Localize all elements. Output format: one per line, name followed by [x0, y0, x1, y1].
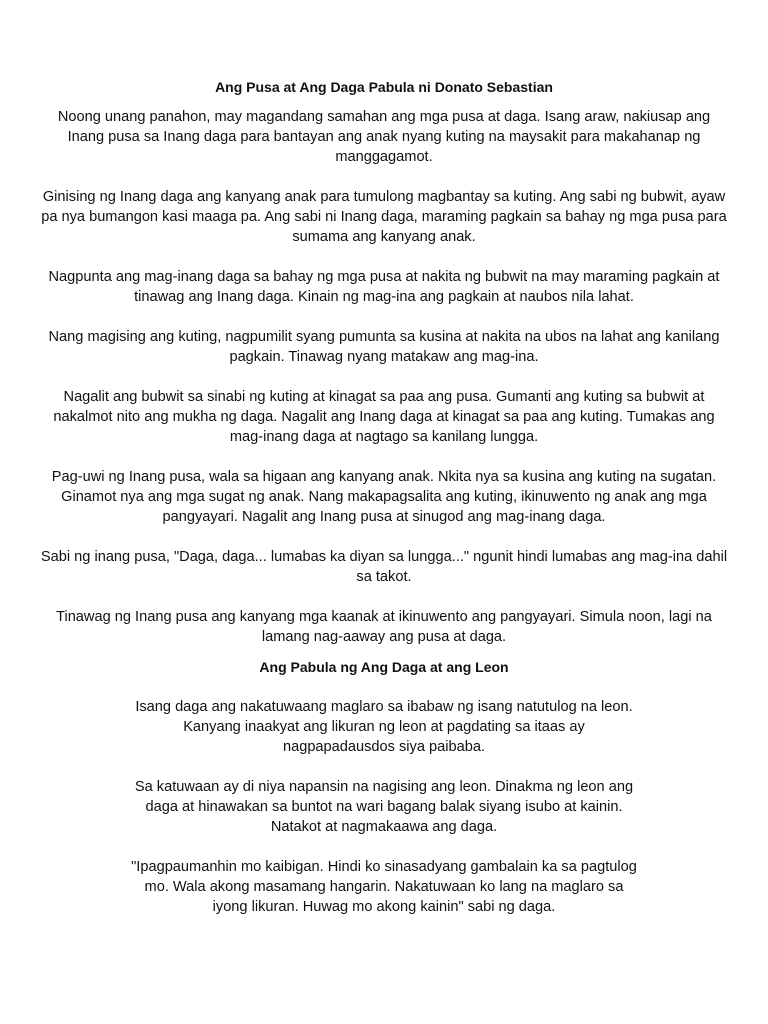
paragraph: Noong unang panahon, may magandang samahan ang mga pusa at daga. Isang araw, nakiusap ang Inang pusa sa Inang daga para bantayan ang anak nyang kuting na maysakit para makahanap ng manggagamot.	[57, 109, 711, 165]
paragraph: Ginising ng Inang daga ang kanyang anak para tumulong magbantay sa kuting. Ang sabi ng bubwit, ayaw pa nya bumangon kasi maaga pa. Ang sabi ni Inang daga, maraming pagkain sa bahay ng mga pusa para sumama ang kanyang anak.	[41, 189, 727, 245]
story-pusa-at-daga	[40, 77, 728, 647]
paragraph: Pag-uwi ng Inang pusa, wala sa higaan ang kanyang anak. Nkita nya sa kusina ang kuting na sugatan. Ginamot nya ang mga sugat ng anak. Nang makapagsalita ang kuting, ikinuwento ng anak ang mga pangyayari. Nagalit ang Inang pusa at sinugod ang mag-inang daga.	[51, 469, 717, 525]
paragraph: Nang magising ang kuting, nagpumilit syang pumunta sa kusina at nakita na ubos na lahat ang kanilang pagkain. Tinawag nyang matakaw ang mag-ina.	[48, 329, 720, 365]
paragraph: Sabi ng inang pusa, "Daga, daga... lumabas ka diyan sa lungga..." ngunit hindi lumabas ang mag-ina dahil sa takot.	[40, 549, 728, 585]
paragraph: Sa katuwaan ay di niya napansin na nagising ang leon. Dinakma ng leon ang daga at hinawakan sa buntot na wari bagang balak siyang isubo at kainin. Natakot at nagmakaawa ang daga.	[134, 779, 634, 835]
paragraph: "Ipagpaumanhin mo kaibigan. Hindi ko sinasadyang gambalain ka sa pagtulog mo. Wala akong masamang hangarin. Nakatuwaan ko lang na maglaro sa iyong likuran. Huwag mo akong kainin" sabi ng daga.	[131, 859, 637, 915]
story-daga-at-leon	[128, 657, 640, 937]
paragraph: Nagpunta ang mag-inang daga sa bahay ng mga pusa at nakita ng bubwit na may maraming pagkain at tinawag ang Inang daga. Kinain ng mag-ina ang pagkain at naubos nila lahat.	[48, 269, 720, 305]
story-title: Ang Pabula ng Ang Daga at ang Leon	[259, 659, 509, 675]
paragraph: Isang daga ang nakatuwaang maglaro sa ibabaw ng isang natutulog na leon. Kanyang inaakyat ang likuran ng leon at pagdating sa itaas ay nagpapadausdos siya paibaba.	[135, 699, 633, 755]
paragraph: Nagalit ang bubwit sa sinabi ng kuting at kinagat sa paa ang pusa. Gumanti ang kuting sa bubwit at nakalmot nito ang mukha ng daga. Nagalit ang Inang daga at kinagat sa paa ang kuting. Tumakas ang mag-inang daga at nagtago sa kanilang lungga.	[53, 389, 715, 445]
story-title: Ang Pusa at Ang Daga Pabula ni Donato Sebastian	[215, 79, 553, 95]
paragraph: Tinawag ng Inang pusa ang kanyang mga kaanak at ikinuwento ang pangyayari. Simula noon, lagi na lamang nag-aaway ang pusa at daga.	[56, 609, 712, 645]
